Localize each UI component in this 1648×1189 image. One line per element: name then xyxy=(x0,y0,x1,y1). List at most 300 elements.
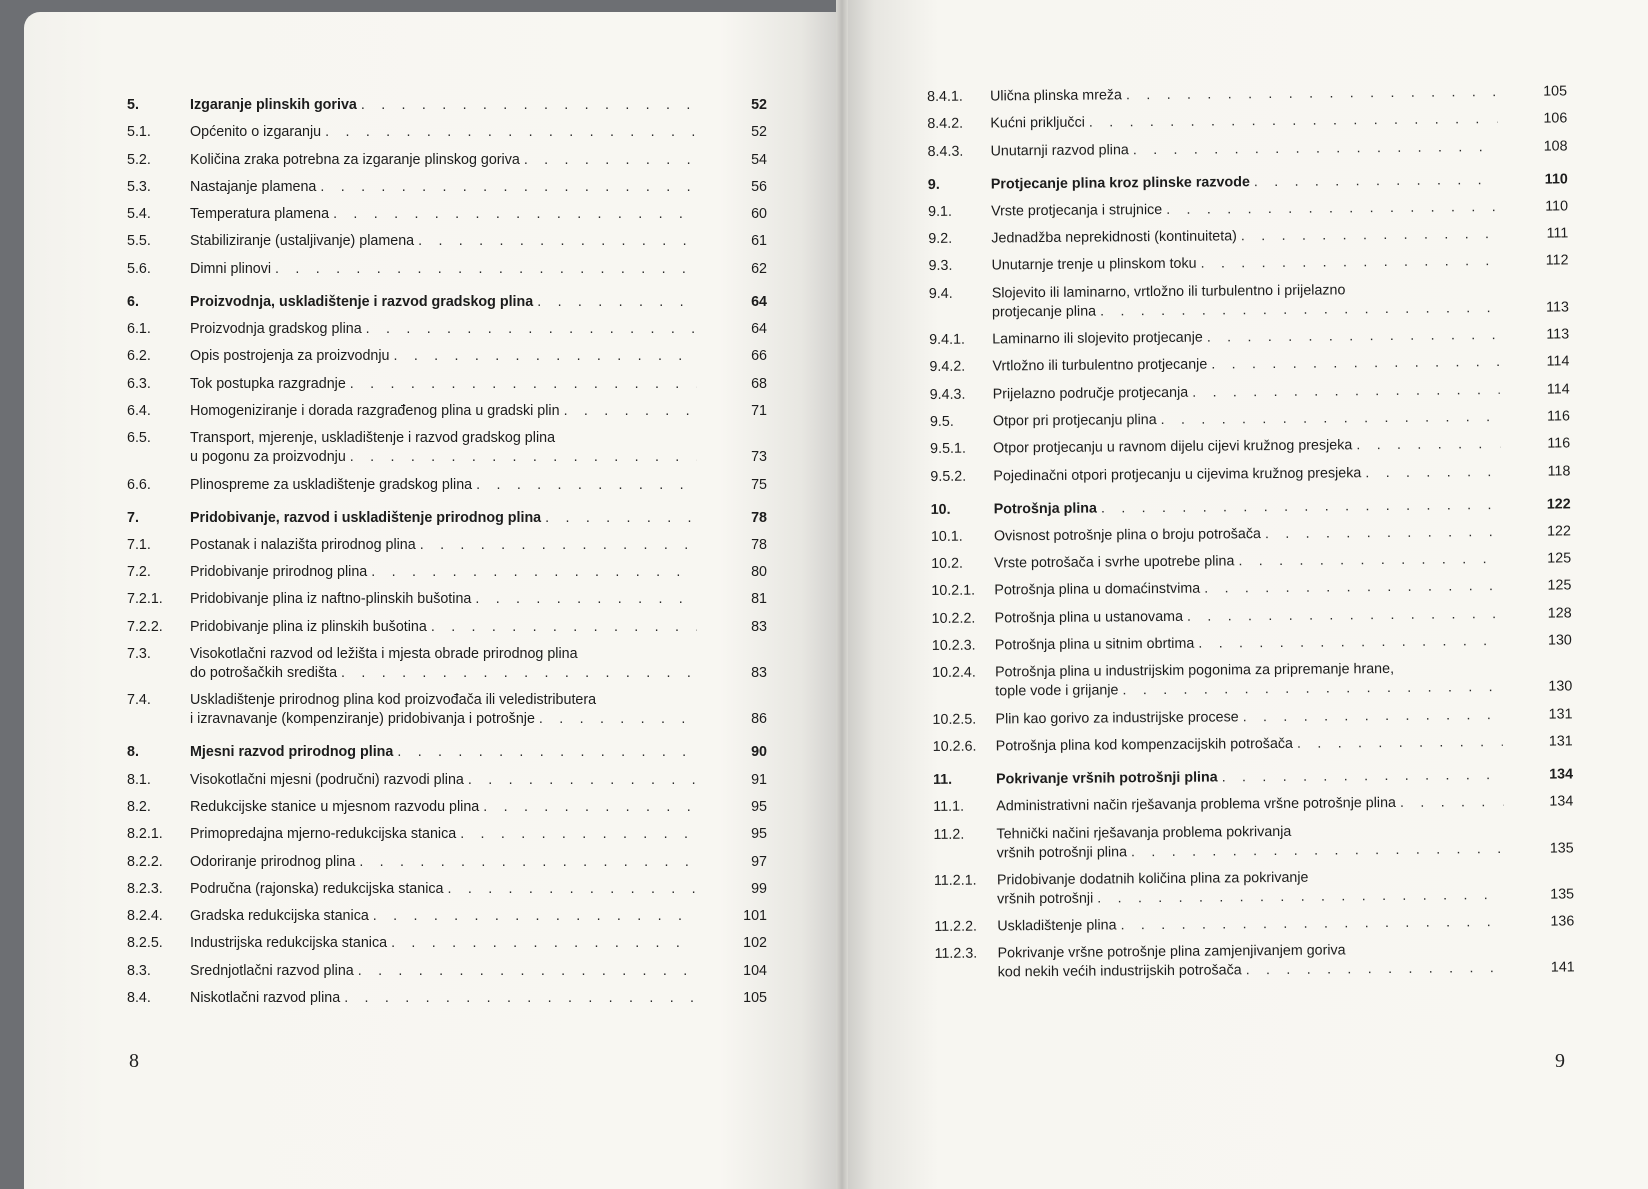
toc-entry-number: 11. xyxy=(932,771,953,788)
toc-entry xyxy=(127,96,767,115)
toc-entry-page: 111 xyxy=(1546,225,1569,242)
toc-entry-number: 9.5.1. xyxy=(930,440,967,458)
toc-entry xyxy=(127,476,767,495)
toc-entry-title-line: Potrošnja plina u sitnim obrtima xyxy=(994,635,1195,654)
toc-entry-title-line: Visokotlačni razvod od ležišta i mjesta obrade prirodnog plina xyxy=(190,646,578,663)
dot-leader xyxy=(1133,138,1498,160)
dot-leader xyxy=(545,509,697,528)
toc-entry xyxy=(933,765,1573,790)
toc-entry-title-line: Potrošnja plina u industrijskim pogonima za pripremanje hrane, xyxy=(995,661,1395,681)
toc-entry-number: 10.2. xyxy=(931,555,964,573)
dot-leader xyxy=(1241,225,1499,246)
toc-entry xyxy=(934,866,1574,910)
toc-entry-number: 11.2. xyxy=(933,826,965,843)
toc-entry-title xyxy=(993,463,1500,486)
toc-entry-title-line: Pridobivanje, razvod i uskladištenje prirodnog plina xyxy=(190,509,542,526)
toc-entry xyxy=(127,536,767,555)
toc-entry-title-line: Potrošnja plina kod kompenzacijskih potrošača xyxy=(995,735,1294,755)
toc-entry xyxy=(929,279,1569,323)
toc-entry-page: 101 xyxy=(743,908,767,925)
toc-entry-title xyxy=(993,381,1500,404)
toc-entry-title xyxy=(190,476,697,495)
toc-entry-title-line: Temperatura plamena xyxy=(190,206,330,223)
dot-leader xyxy=(1200,253,1498,275)
toc-entry-title xyxy=(190,798,697,817)
toc-entry-title xyxy=(994,496,1501,519)
toc-entry xyxy=(127,429,767,467)
toc-entry-title-line: Tehnički načini rješavanja problema pokrivanja xyxy=(996,823,1292,842)
toc-entry-number: 8.4.3. xyxy=(927,143,964,160)
toc-entry-title xyxy=(190,151,697,170)
toc-entry-title xyxy=(190,590,697,609)
toc-entry-title xyxy=(190,563,697,582)
toc-entry-title xyxy=(190,934,697,953)
toc-entry-page: 141 xyxy=(1550,959,1575,977)
dot-leader xyxy=(1243,706,1503,727)
toc-entry-page: 102 xyxy=(743,935,767,952)
toc-entry-title-line: Pojedinačni otpori protjecanju u cijevima kružnog presjeka xyxy=(993,464,1362,484)
toc-entry xyxy=(127,907,767,926)
dot-leader xyxy=(341,664,697,683)
toc-entry-number: 10.2.6. xyxy=(932,738,977,755)
toc-entry-page: 131 xyxy=(1548,733,1573,750)
toc-entry-number: 10.2.4. xyxy=(932,664,976,682)
dot-leader xyxy=(537,293,697,312)
toc-entry-title xyxy=(996,793,1503,816)
dot-leader xyxy=(393,347,697,366)
toc-entry xyxy=(931,550,1571,575)
toc-entry-number: 5.3. xyxy=(127,178,151,195)
toc-entry-page: 108 xyxy=(1543,138,1568,155)
dot-leader xyxy=(1187,605,1502,627)
toc-entry-title xyxy=(190,320,697,339)
dot-leader xyxy=(1100,299,1499,321)
dot-leader xyxy=(1161,408,1500,430)
toc-entry-page: 114 xyxy=(1546,381,1570,398)
toc-entry xyxy=(930,462,1570,487)
toc-entry-number: 9.4.1. xyxy=(929,331,966,349)
dot-leader xyxy=(344,989,697,1008)
toc-entry-title-line: Općenito o izgaranju xyxy=(190,124,322,141)
dot-leader xyxy=(460,825,697,844)
toc-entry xyxy=(928,252,1568,277)
dot-leader xyxy=(1097,886,1504,909)
toc-entry-page: 104 xyxy=(743,962,767,979)
toc-entry xyxy=(127,645,767,683)
toc-entry-title xyxy=(190,429,697,467)
dot-leader xyxy=(366,320,697,339)
toc-entry xyxy=(931,522,1571,547)
toc-entry-title xyxy=(190,205,697,224)
toc-entry xyxy=(127,880,767,899)
toc-entry-title-line: tople vode i grijanje xyxy=(995,682,1119,700)
toc-entry-page: 99 xyxy=(751,880,767,897)
toc-entry-title-line: Transport, mjerenje, uskladištenje i razvod gradskog plina xyxy=(190,430,556,447)
toc-entry-number: 9.4. xyxy=(928,285,953,302)
toc-entry-title-line: Potrošnja plina u ustanovama xyxy=(994,608,1184,627)
toc-entry xyxy=(127,989,767,1008)
toc-entry-number: 5.6. xyxy=(127,260,151,277)
toc-entry-title xyxy=(991,198,1498,221)
dot-leader xyxy=(1297,733,1503,754)
toc-entry-number: 10. xyxy=(930,501,951,518)
toc-entry-title xyxy=(990,138,1497,161)
toc-entry-title xyxy=(991,225,1498,248)
toc-entry-title-line: Nastajanje plamena xyxy=(190,178,317,195)
toc-entry-title-line: Postanak i nalazišta prirodnog plina xyxy=(190,536,416,553)
toc-entry-title xyxy=(190,96,697,115)
toc-entry-title-line: Odoriranje prirodnog plina xyxy=(190,853,356,870)
toc-entry-number: 6. xyxy=(127,293,139,310)
toc-entry-title-line: Laminarno ili slojevito protjecanje xyxy=(992,329,1203,348)
toc-entry-page: 130 xyxy=(1548,678,1573,695)
toc-entry-title-line: Gradska redukcijska stanica xyxy=(190,908,369,925)
toc-entry-number: 5.1. xyxy=(127,124,151,141)
toc-entry-title xyxy=(190,645,697,683)
toc-entry-title-line: Pridobivanje dodatnih količina plina za pokrivanje xyxy=(996,869,1309,889)
toc-entry-title xyxy=(994,523,1501,546)
toc-entry xyxy=(127,123,767,142)
dot-leader xyxy=(1356,435,1500,455)
toc-entry-page: 62 xyxy=(751,260,767,277)
toc-entry-page: 64 xyxy=(751,293,767,310)
toc-entry-page: 97 xyxy=(751,853,767,870)
page-number-left: 8 xyxy=(129,1050,139,1072)
toc-entry xyxy=(127,771,767,790)
toc-entry-page: 122 xyxy=(1546,523,1571,540)
toc-entry-title-line: Mjesni razvod prirodnog plina xyxy=(190,744,394,761)
toc-entry-number: 8.4.2. xyxy=(927,115,964,133)
dot-leader xyxy=(1254,171,1498,192)
toc-entry-number: 8.1. xyxy=(127,771,151,788)
toc-entry-page: 75 xyxy=(751,476,767,493)
toc-entry-title xyxy=(190,691,697,729)
toc-entry-number: 7.4. xyxy=(127,692,151,709)
toc-entry-number: 5.5. xyxy=(127,233,151,250)
toc-entry-number: 11.2.3. xyxy=(934,946,978,963)
toc-entry-title-line: Pridobivanje plina iz plinskih bušotina xyxy=(190,618,427,635)
toc-entry-title xyxy=(996,766,1503,789)
toc-entry xyxy=(127,293,767,312)
toc-entry-title xyxy=(990,83,1497,106)
toc-entry-title-line: Proizvodnja gradskog plina xyxy=(190,321,362,338)
toc-entry-title-line: Unutarnje trenje u plinskom toku xyxy=(991,256,1197,274)
toc-entry-title xyxy=(190,536,697,555)
dot-leader xyxy=(361,96,697,115)
toc-entry-title xyxy=(190,375,697,394)
toc-entry-page: 105 xyxy=(743,990,767,1007)
toc-entry xyxy=(930,407,1570,432)
toc-entry-number: 7.2. xyxy=(127,564,151,581)
toc-entry-title-line: Plin kao gorivo za industrijske procese xyxy=(995,708,1239,728)
dot-leader xyxy=(397,743,697,762)
toc-entry-title-line: do potrošačkih središta xyxy=(190,665,338,682)
toc-left-list xyxy=(127,96,767,1016)
dot-leader xyxy=(1400,793,1503,813)
toc-entry-title xyxy=(190,907,697,926)
toc-entry-title-line: Kućni priključci xyxy=(990,114,1085,132)
toc-entry-page: 61 xyxy=(751,233,767,250)
toc-entry-number: 8.2. xyxy=(127,798,151,815)
toc-entry-title xyxy=(994,577,1501,600)
dot-leader xyxy=(1122,678,1502,700)
dot-leader xyxy=(1238,550,1501,571)
toc-entry-title-line: Vrtložno ili turbulentno protjecanje xyxy=(992,356,1208,375)
toc-entry-number: 8.2.1. xyxy=(127,826,163,843)
dot-leader xyxy=(1089,110,1498,133)
dot-leader xyxy=(1101,496,1501,518)
toc-entry-page: 71 xyxy=(751,402,767,419)
toc-entry-number: 10.2.5. xyxy=(932,711,977,728)
toc-entry-title xyxy=(190,962,697,981)
toc-entry-title-line: Redukcijske stanice u mjesnom razvodu plina xyxy=(190,798,480,815)
toc-entry-page: 95 xyxy=(751,798,767,815)
toc-entry-title-line: Otpor protjecanju u ravnom dijelu cijevi kružnog presjeka xyxy=(993,437,1353,457)
dot-leader xyxy=(275,260,697,279)
toc-entry-page: 81 xyxy=(751,591,767,608)
dot-leader xyxy=(418,232,697,251)
toc-entry xyxy=(127,934,767,953)
toc-entry-number: 10.2.3. xyxy=(931,637,976,655)
dot-leader xyxy=(1246,959,1505,980)
toc-entry-page: 122 xyxy=(1546,495,1571,513)
toc-entry xyxy=(127,375,767,394)
toc-entry-title xyxy=(996,733,1503,756)
dot-leader xyxy=(483,798,697,817)
toc-entry-number: 7.2.1. xyxy=(127,591,163,608)
toc-entry-number: 8.3. xyxy=(127,962,151,979)
toc-entry-title xyxy=(993,435,1500,458)
toc-entry-page: 134 xyxy=(1549,793,1574,810)
toc-entry-number: 7.3. xyxy=(127,646,151,663)
toc-entry-page: 113 xyxy=(1546,326,1570,343)
toc-entry-page: 110 xyxy=(1545,198,1569,215)
toc-entry-title-line: Pokrivanje vršnih potrošnji plina xyxy=(995,769,1218,788)
toc-entry-page: 136 xyxy=(1550,913,1575,930)
toc-entry xyxy=(127,232,767,251)
toc-entry-page: 106 xyxy=(1543,110,1568,127)
toc-entry xyxy=(127,853,767,872)
toc-entry xyxy=(932,659,1572,703)
toc-entry-title xyxy=(997,913,1504,936)
toc-entry-title-line: Ulična plinska mreža xyxy=(990,87,1123,105)
toc-entry xyxy=(127,151,767,170)
toc-entry-title-line: Opis postrojenja za proizvodnju xyxy=(190,348,390,365)
toc-entry-title-line: Stabiliziranje (ustaljivanje) plamena xyxy=(190,233,415,250)
toc-entry-page: 56 xyxy=(751,178,767,195)
toc-entry-title-line: Administrativni način rješavanja problema vršne potrošnje plina xyxy=(996,795,1397,815)
toc-entry-title-line: Homogeniziranje i dorada razgrađenog plina u gradski plin xyxy=(190,402,560,419)
toc-entry-title-line: Dimni plinovi xyxy=(190,260,272,277)
toc-entry-page: 54 xyxy=(751,151,767,168)
toc-entry-number: 9.2. xyxy=(928,230,953,248)
toc-entry-title-line: Izgaranje plinskih goriva xyxy=(190,97,357,113)
toc-entry xyxy=(127,825,767,844)
toc-entry-page: 52 xyxy=(751,97,767,113)
toc-entry-title xyxy=(190,618,697,637)
toc-entry-title xyxy=(992,353,1499,376)
dot-leader xyxy=(359,853,697,872)
toc-entry-title xyxy=(990,110,1497,133)
toc-entry-title-line: Pokrivanje vršne potrošnje plina zamjenjivanjem goriva xyxy=(997,942,1346,962)
toc-entry-number: 6.1. xyxy=(127,321,151,338)
toc-entry-title-line: Unutarnji razvod plina xyxy=(990,141,1129,160)
toc-entry-title-line: Industrijska redukcijska stanica xyxy=(190,935,388,952)
dot-leader xyxy=(1192,381,1500,403)
toc-entry-page: 128 xyxy=(1547,605,1572,622)
toc-entry-page: 116 xyxy=(1547,435,1571,452)
toc-entry-number: 10.2.2. xyxy=(931,610,976,627)
dot-leader xyxy=(448,880,698,899)
dot-leader xyxy=(468,771,697,790)
toc-entry-number: 6.3. xyxy=(127,375,151,392)
toc-entry-number: 8. xyxy=(127,744,139,761)
dot-leader xyxy=(1120,913,1504,935)
toc-entry-number: 8.2.4. xyxy=(127,908,163,925)
toc-entry-title xyxy=(995,706,1502,729)
toc-entry-page: 112 xyxy=(1545,252,1569,270)
toc-entry xyxy=(127,509,767,528)
dot-leader xyxy=(1131,840,1504,862)
toc-entry xyxy=(933,820,1573,864)
toc-entry xyxy=(932,604,1572,629)
dot-leader xyxy=(1126,83,1497,105)
toc-entry-title-line: Pridobivanje plina iz naftno-plinskih bušotina xyxy=(190,591,472,608)
toc-entry xyxy=(127,320,767,339)
toc-entry-number: 5.4. xyxy=(127,206,151,223)
toc-entry-title-line: vršnih potrošnji xyxy=(997,890,1094,908)
toc-entry xyxy=(931,495,1571,520)
toc-entry-title-line: vršnih potrošnji plina xyxy=(996,843,1128,861)
toc-entry-number: 11.2.1. xyxy=(933,872,977,889)
toc-entry-page: 73 xyxy=(751,449,767,466)
dot-leader xyxy=(373,907,697,926)
toc-entry-title-line: Plinospreme za uskladištenje gradskog plina xyxy=(190,476,473,493)
dot-leader xyxy=(431,618,697,637)
toc-entry-title-line: Uskladištenje plina xyxy=(997,917,1117,935)
dot-leader xyxy=(325,123,697,142)
toc-entry-title xyxy=(992,326,1499,349)
toc-entry xyxy=(931,577,1571,602)
toc-entry-page: 91 xyxy=(751,771,767,788)
toc-entry-number: 9.3. xyxy=(928,258,953,275)
toc-entry-title xyxy=(994,550,1501,573)
toc-entry-title-line: Količina zraka potrebna za izgaranje plinskog goriva xyxy=(190,151,520,168)
toc-entry-title xyxy=(997,867,1504,909)
toc-entry xyxy=(928,197,1568,222)
toc-entry xyxy=(927,137,1567,162)
dot-leader xyxy=(475,590,697,609)
toc-entry-title xyxy=(190,825,697,844)
toc-entry-page: 125 xyxy=(1547,577,1572,595)
toc-entry-title xyxy=(993,408,1500,431)
dot-leader xyxy=(391,934,697,953)
toc-entry xyxy=(127,798,767,817)
toc-entry-title xyxy=(995,605,1502,628)
toc-entry xyxy=(127,590,767,609)
toc-entry-title xyxy=(190,232,697,251)
toc-entry-number: 9.1. xyxy=(928,203,953,220)
toc-entry-title xyxy=(992,280,1499,322)
dot-leader xyxy=(358,962,697,981)
toc-entry-number: 9.5. xyxy=(929,413,954,430)
toc-entry-number: 6.2. xyxy=(127,348,151,365)
toc-entry-page: 83 xyxy=(751,618,767,635)
toc-entry-number: 6.4. xyxy=(127,402,151,419)
toc-entry xyxy=(933,732,1573,757)
toc-entry-title-line: Potrošnja plina u domaćinstvima xyxy=(994,581,1201,599)
toc-entry xyxy=(934,940,1574,984)
toc-entry-title-line: Područna (rajonska) redukcijska stanica xyxy=(190,880,444,897)
toc-entry xyxy=(934,913,1574,938)
toc-entry-title-line: Visokotlačni mjesni (područni) razvodi plina xyxy=(190,771,464,788)
toc-entry-number: 9. xyxy=(927,176,940,193)
toc-entry xyxy=(127,563,767,582)
toc-entry xyxy=(127,402,767,421)
toc-entry-title xyxy=(190,880,697,899)
toc-entry xyxy=(929,325,1569,350)
toc-entry xyxy=(127,743,767,762)
toc-entry-page: 52 xyxy=(751,124,767,141)
toc-entry-title xyxy=(190,260,697,279)
toc-entry-title-line: Srednjotlačni razvod plina xyxy=(190,962,354,979)
toc-entry xyxy=(127,205,767,224)
toc-entry-title-line: Primopredajna mjerno-redukcijska stanica xyxy=(190,826,457,843)
toc-entry-number: 10.1. xyxy=(930,528,963,545)
toc-entry xyxy=(127,260,767,279)
toc-right-list xyxy=(927,82,1575,991)
toc-entry xyxy=(127,691,767,729)
toc-entry-page: 135 xyxy=(1550,886,1575,903)
toc-entry-title xyxy=(190,293,697,312)
toc-entry-number: 11.2.2. xyxy=(934,918,978,936)
toc-entry-number: 8.4.1. xyxy=(927,88,963,105)
toc-entry-page: 78 xyxy=(751,509,767,526)
toc-entry-title-line: Protjecanje plina kroz plinske razvode xyxy=(990,173,1250,193)
toc-entry-page: 83 xyxy=(751,665,767,682)
toc-entry-number: 10.2.1. xyxy=(931,583,976,600)
toc-entry-number: 9.4.2. xyxy=(929,359,966,376)
toc-entry xyxy=(127,347,767,366)
toc-entry-page: 78 xyxy=(751,536,767,553)
toc-entry-title-line: Slojevito ili laminarno, vrtložno ili turbulentno i prijelazno xyxy=(991,282,1346,302)
toc-entry xyxy=(127,618,767,637)
toc-entry-title-line: Niskotlačni razvod plina xyxy=(190,990,341,1007)
toc-entry-title-line: Vrste potrošača i svrhe upotrebe plina xyxy=(994,553,1235,572)
dot-leader xyxy=(1166,198,1498,220)
toc-entry-page: 80 xyxy=(751,564,767,581)
toc-entry-title-line: kod nekih većih industrijskih potrošača xyxy=(997,962,1242,981)
dot-leader xyxy=(539,710,697,729)
toc-entry-title-line: Jednadžba neprekidnosti (kontinuiteta) xyxy=(991,228,1237,247)
toc-entry-title xyxy=(991,171,1498,194)
page-number-right: 9 xyxy=(1555,1050,1565,1072)
toc-entry-page: 134 xyxy=(1549,766,1574,783)
toc-entry-number: 7.2.2. xyxy=(127,618,163,635)
toc-entry-page: 86 xyxy=(751,711,767,728)
toc-entry-number: 11.1. xyxy=(933,798,965,816)
toc-entry xyxy=(929,353,1569,378)
dot-leader xyxy=(350,448,697,467)
toc-entry-title xyxy=(190,123,697,142)
dot-leader xyxy=(333,205,697,224)
toc-entry-number: 8.4. xyxy=(127,990,151,1007)
toc-entry-page: 64 xyxy=(751,321,767,338)
toc-entry-number: 5. xyxy=(127,97,139,113)
toc-entry-page: 135 xyxy=(1549,839,1574,857)
toc-entry-title-line: Ovisnost potrošnje plina o broju potrošača xyxy=(993,525,1262,545)
toc-entry xyxy=(127,178,767,197)
